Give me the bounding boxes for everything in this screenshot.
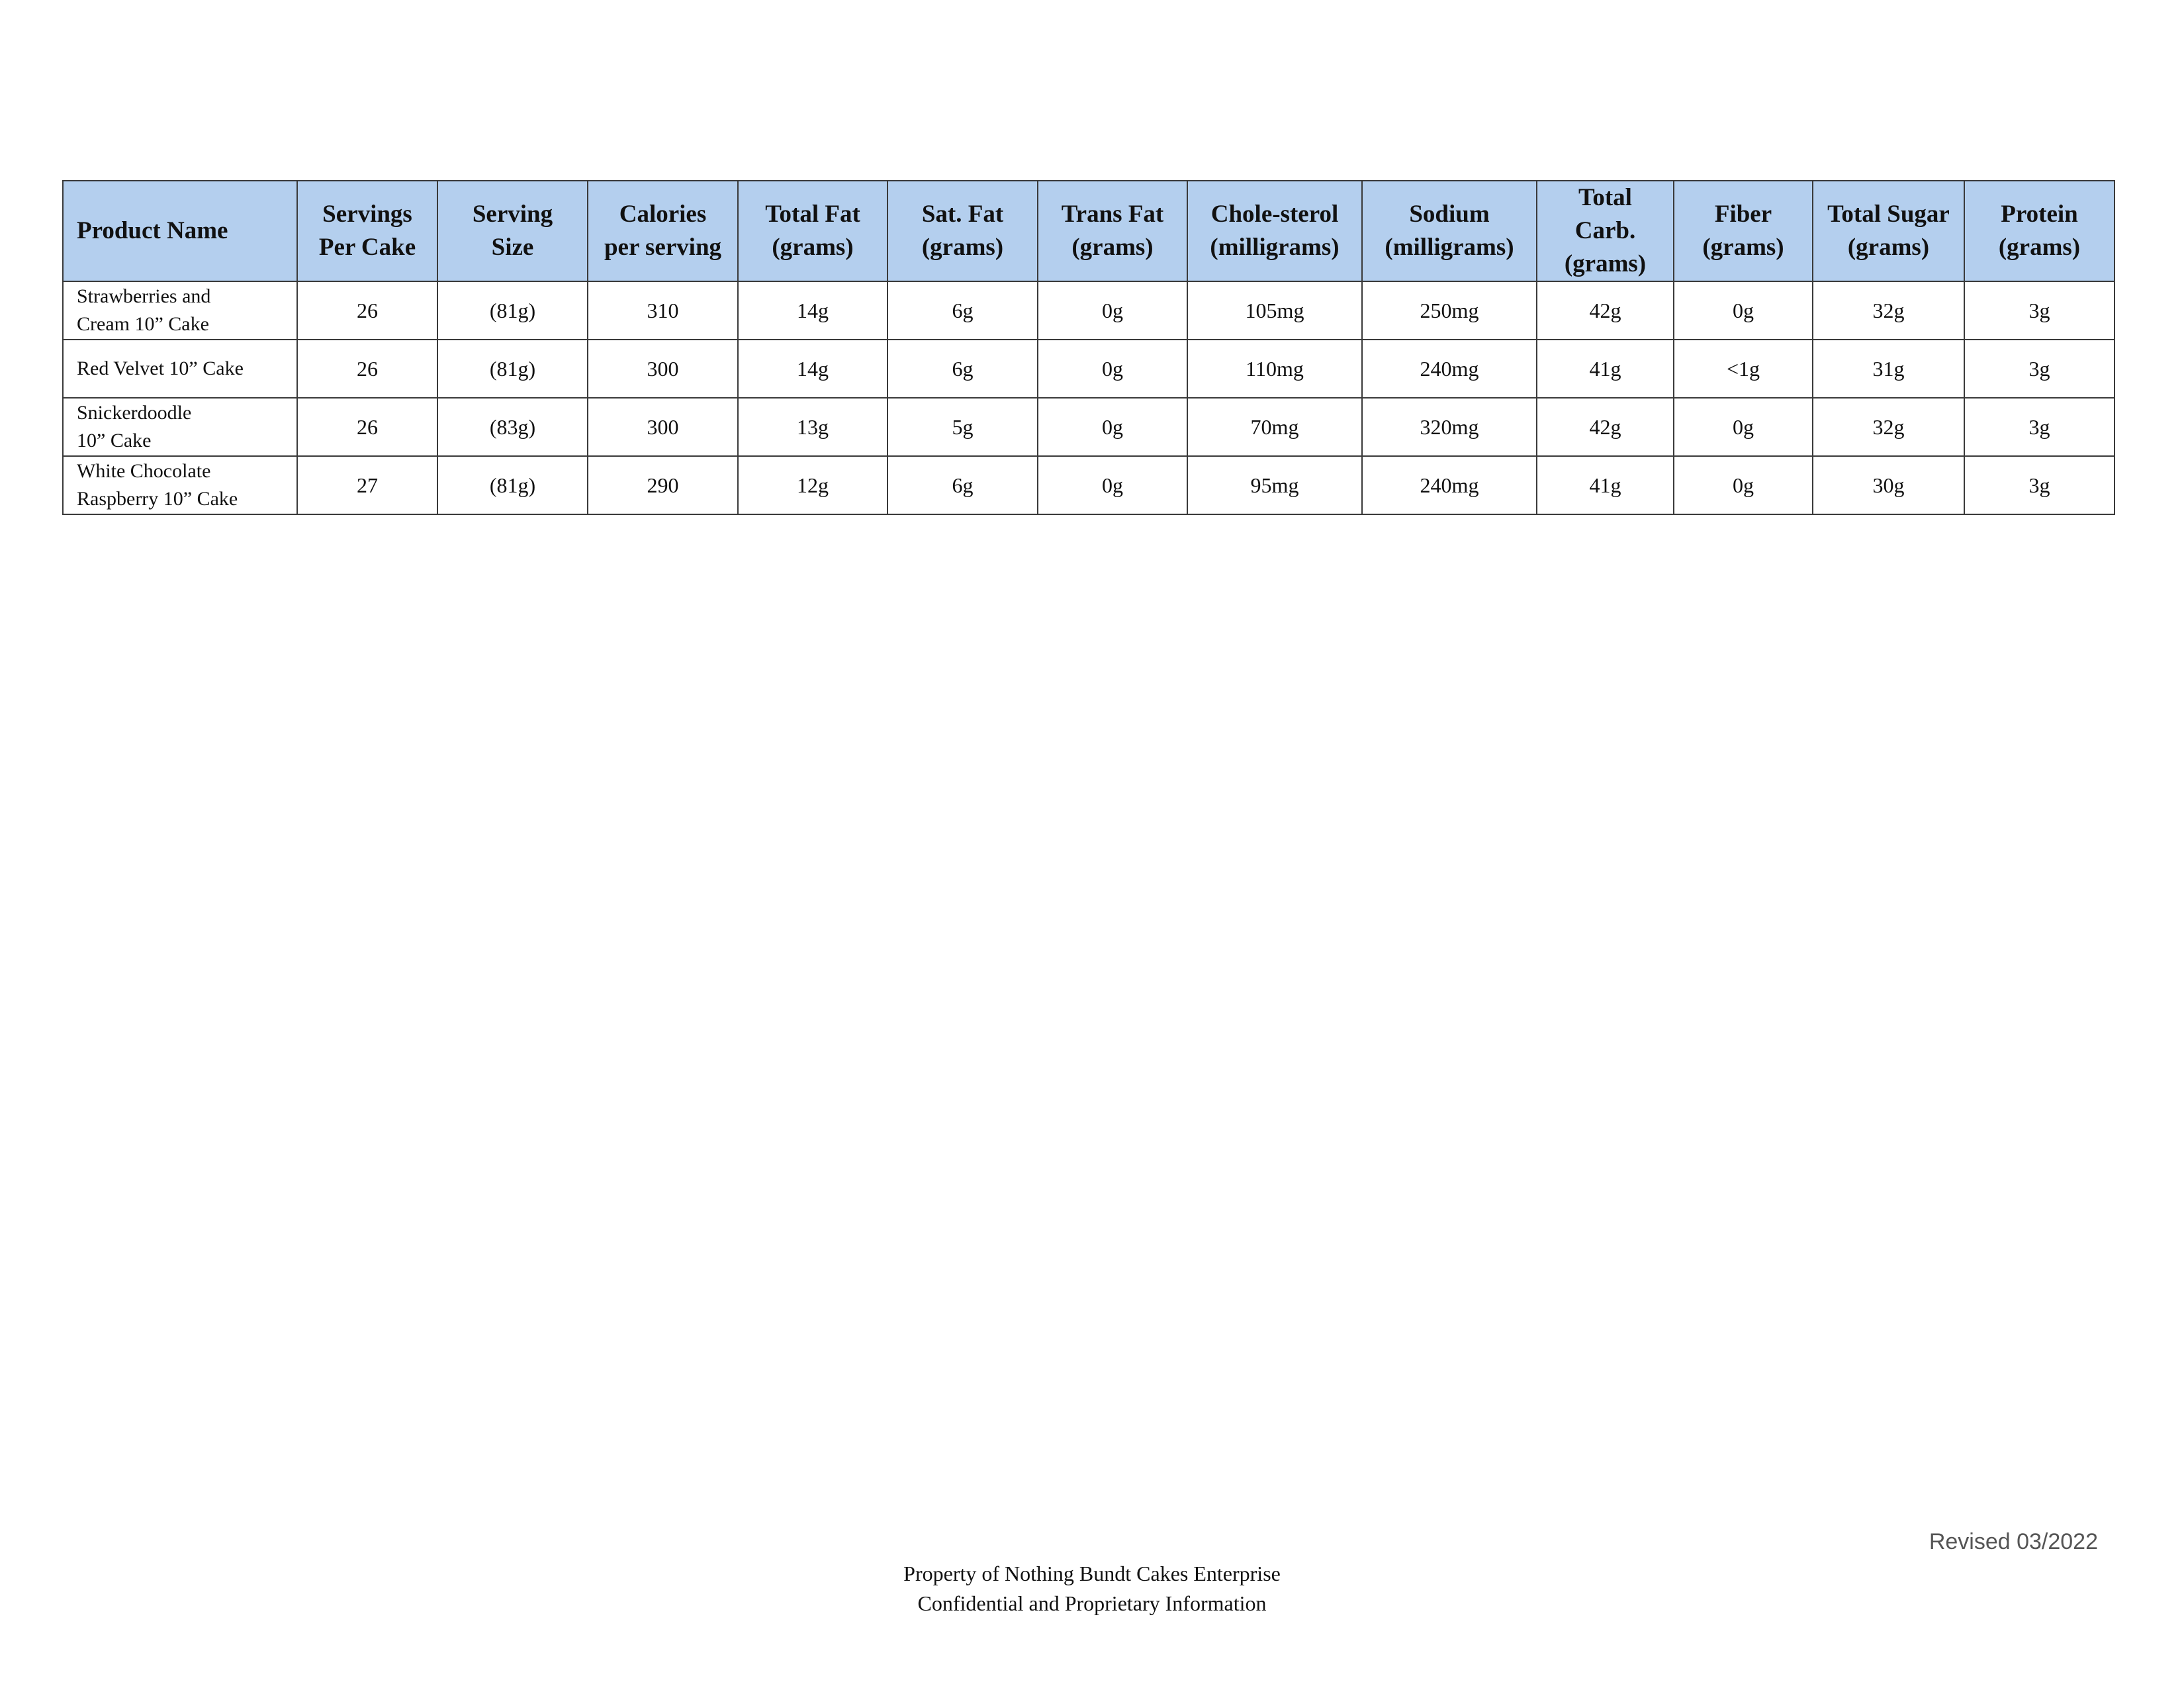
header-row [63,181,2115,281]
table-cell: 6g [887,281,1038,340]
table-cell: 0g [1038,281,1187,340]
table-cell: 32g [1813,398,1964,456]
header-label: Calories per serving [604,201,722,261]
header-label: Chole-sterol (milligrams) [1210,201,1340,261]
column-header-fiber [1674,181,1813,281]
header-label: Serving Size [472,201,553,261]
table-cell: 320mg [1362,398,1537,456]
header-label: Total Sugar (grams) [1827,201,1950,261]
header-label: Sat. Fat (grams) [921,201,1004,261]
table-cell: 3g [1964,456,2115,514]
header-label: Trans Fat (grams) [1061,201,1164,261]
cell-text: Red Velvet 10” Cake [77,357,244,379]
table-cell: 95mg [1187,456,1362,514]
table-cell: 300 [588,340,738,398]
header-label: Fiber (grams) [1702,201,1784,261]
cell-text: Snickerdoodle 10” Cake [77,402,192,451]
table-cell: 240mg [1362,456,1537,514]
table-cell: 0g [1674,281,1813,340]
table-cell: 5g [887,398,1038,456]
table-cell: (81g) [437,281,588,340]
table-cell: 41g [1537,456,1674,514]
table-cell: 110mg [1187,340,1362,398]
table-header [63,181,2115,281]
table-cell: 30g [1813,456,1964,514]
column-header-trans-fat [1038,181,1187,281]
table-cell: 0g [1038,398,1187,456]
table-cell: (81g) [437,456,588,514]
footer-line-property: Property of Nothing Bundt Cakes Enterprise [903,1562,1281,1585]
column-header-sat-fat [887,181,1038,281]
table-cell: (83g) [437,398,588,456]
header-label: Sodium (milligrams) [1385,201,1514,261]
column-header-total-sugar [1813,181,1964,281]
product-name-cell [63,340,297,398]
table-cell: 14g [738,340,887,398]
column-header-cholesterol [1187,181,1362,281]
column-header-product-name [63,181,297,281]
column-header-total-carb [1537,181,1674,281]
table-cell: 290 [588,456,738,514]
table-cell: 0g [1674,456,1813,514]
table-cell: 250mg [1362,281,1537,340]
table-cell: <1g [1674,340,1813,398]
header-label: Total Fat (grams) [765,201,860,261]
table-row [63,340,2115,398]
cell-text: Strawberries and Cream 10” Cake [77,285,211,335]
column-header-total-fat [738,181,887,281]
table-cell: 240mg [1362,340,1537,398]
column-header-calories [588,181,738,281]
product-name-cell [63,456,297,514]
table-cell: 26 [297,281,437,340]
footer-line-confidential: Confidential and Proprietary Information [917,1591,1267,1615]
table-cell: 12g [738,456,887,514]
table-cell: 0g [1674,398,1813,456]
table-cell: 310 [588,281,738,340]
table-cell: 3g [1964,398,2115,456]
table-cell: 42g [1537,398,1674,456]
table-cell: 41g [1537,340,1674,398]
table-cell: 70mg [1187,398,1362,456]
column-header-serving-size [437,181,588,281]
table-row [63,456,2115,514]
table-cell: 26 [297,340,437,398]
table-cell: 14g [738,281,887,340]
footer [0,1559,2184,1618]
header-label: Protein (grams) [1998,201,2081,261]
table-body [63,281,2115,514]
table-cell: 6g [887,340,1038,398]
table-cell: 3g [1964,340,2115,398]
table-cell: 105mg [1187,281,1362,340]
cell-text: White Chocolate Raspberry 10” Cake [77,460,238,510]
column-header-protein [1964,181,2115,281]
table-cell: 0g [1038,456,1187,514]
header-label: Total Carb. (grams) [1564,184,1647,277]
column-header-servings-per-cake [297,181,437,281]
product-name-cell [63,281,297,340]
table-cell: 31g [1813,340,1964,398]
table-cell: 13g [738,398,887,456]
table-cell: 6g [887,456,1038,514]
header-label: Product Name [77,217,228,244]
table-cell: 32g [1813,281,1964,340]
table-cell: 42g [1537,281,1674,340]
table-cell: (81g) [437,340,588,398]
table-row [63,281,2115,340]
product-name-cell [63,398,297,456]
table-row [63,398,2115,456]
column-header-sodium [1362,181,1537,281]
revised-date: Revised 03/2022 [1929,1529,2098,1554]
header-label: Servings Per Cake [318,201,416,261]
table-cell: 300 [588,398,738,456]
table-cell: 27 [297,456,437,514]
table-cell: 3g [1964,281,2115,340]
nutrition-table [62,180,2115,515]
table-cell: 26 [297,398,437,456]
table-cell: 0g [1038,340,1187,398]
